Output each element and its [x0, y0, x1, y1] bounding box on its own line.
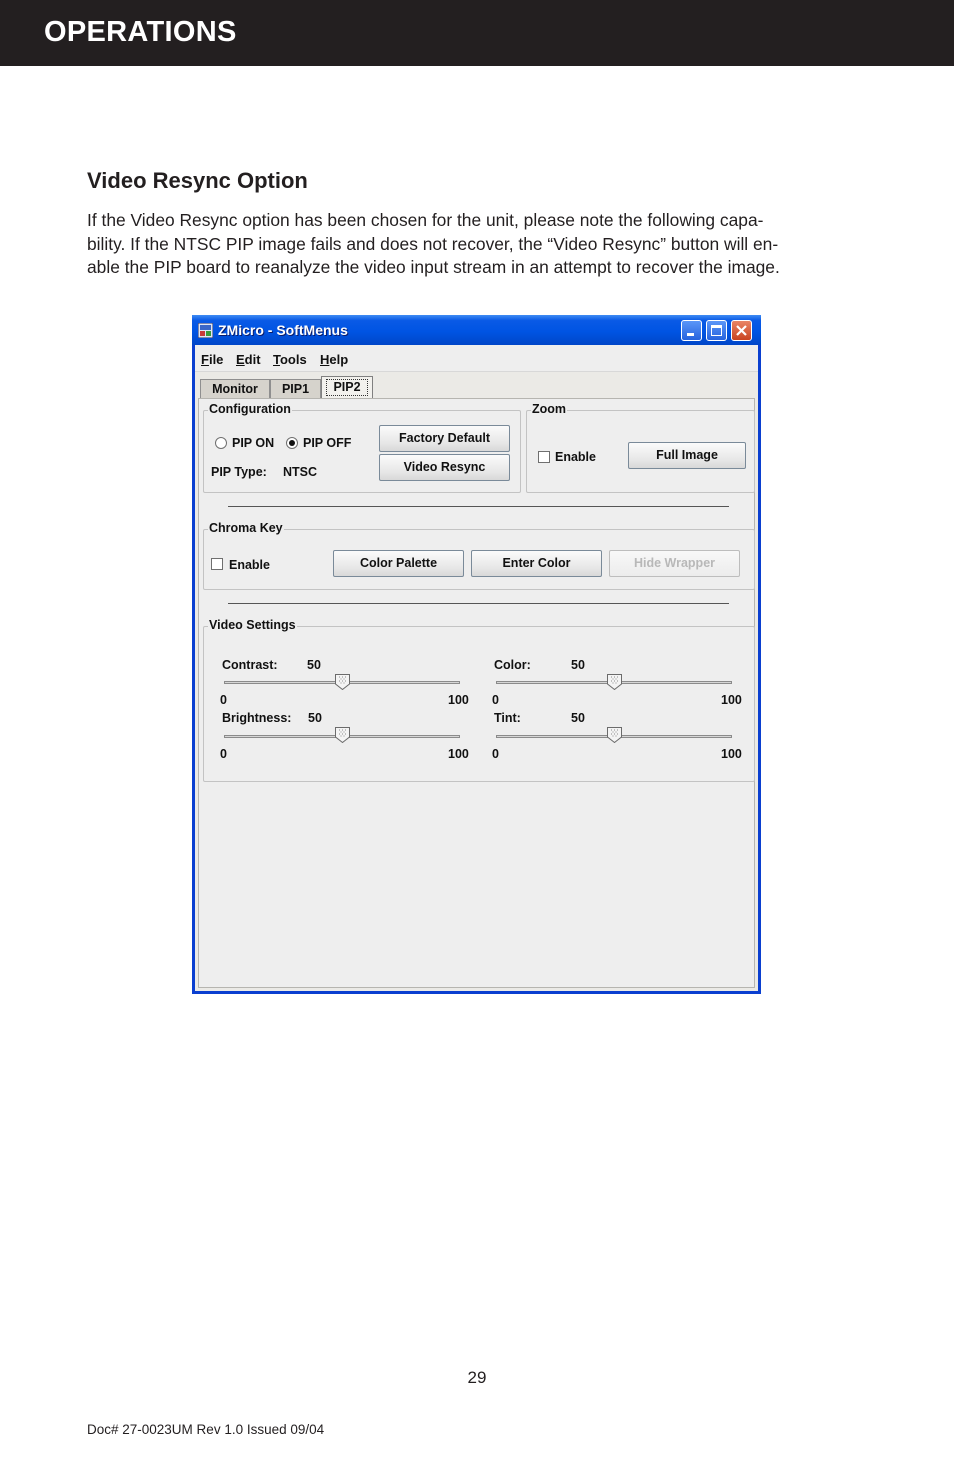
minimize-button[interactable] — [681, 320, 702, 341]
pip-on-label: PIP ON — [232, 436, 275, 450]
tint-label: Tint: — [494, 711, 521, 725]
tint-value: 50 — [571, 711, 585, 725]
pip-on-radio[interactable] — [215, 437, 227, 449]
contrast-label: Contrast: — [222, 658, 278, 672]
menu-tools[interactable]: Tools — [273, 352, 307, 367]
full-image-button[interactable]: Full Image — [628, 442, 746, 469]
paragraph-line: able the PIP board to reanalyze the video input stream in an attempt to recover the image. — [87, 257, 780, 277]
chroma-key-label: Chroma Key — [209, 521, 283, 535]
menu-bar — [195, 345, 758, 372]
pip-type-value: NTSC — [283, 465, 318, 479]
video-settings-group — [203, 618, 755, 782]
video-settings-label: Video Settings — [209, 618, 296, 632]
maximize-button[interactable] — [706, 320, 727, 341]
title-bar[interactable] — [192, 315, 761, 345]
pip-off-label: PIP OFF — [303, 436, 352, 450]
header-bar — [0, 0, 954, 66]
video-resync-button[interactable]: Video Resync — [379, 454, 510, 481]
minimize-icon — [682, 321, 701, 340]
paragraph-line: If the Video Resync option has been chosen for the unit, please note the following capa- — [87, 210, 764, 230]
factory-default-button[interactable]: Factory Default — [379, 425, 510, 452]
close-icon — [732, 321, 751, 340]
section-paragraph — [87, 209, 887, 280]
page-number: 29 — [467, 1368, 487, 1387]
chroma-enable-checkbox[interactable] — [211, 558, 223, 570]
tab-panel-pip2 — [198, 398, 755, 988]
window-title: ZMicro - SoftMenus — [218, 322, 348, 338]
menu-file[interactable]: File — [201, 352, 224, 367]
tint-max: 100 — [721, 747, 742, 761]
zoom-enable-label: Enable — [555, 450, 596, 464]
pip-off-radio[interactable] — [286, 437, 298, 449]
brightness-label: Brightness: — [222, 711, 292, 725]
contrast-max: 100 — [448, 693, 469, 707]
contrast-slider-thumb[interactable] — [335, 674, 350, 690]
radio-selected-dot — [289, 440, 295, 446]
tab-pip1[interactable]: PIP1 — [270, 379, 321, 398]
chroma-enable-label: Enable — [229, 558, 270, 572]
color-value: 50 — [571, 658, 585, 672]
section-title: Video Resync Option — [87, 168, 308, 193]
zoom-enable-checkbox[interactable] — [538, 451, 550, 463]
zoom-group — [526, 402, 755, 493]
close-button[interactable] — [731, 320, 752, 341]
maximize-icon — [707, 321, 726, 340]
color-label: Color: — [494, 658, 531, 672]
doc-number: Doc# 27-0023UM Rev 1.0 Issued 09/04 — [87, 1422, 325, 1437]
brightness-min: 0 — [220, 747, 227, 761]
app-icon — [198, 323, 213, 338]
configuration-label: Configuration — [209, 402, 291, 416]
hide-wrapper-button: Hide Wrapper — [609, 550, 740, 577]
zoom-label: Zoom — [532, 402, 567, 416]
softmenus-window — [192, 315, 761, 994]
contrast-value: 50 — [307, 658, 321, 672]
menu-edit[interactable]: Edit — [236, 352, 261, 367]
window-bottom-border — [192, 991, 761, 994]
brightness-slider-thumb[interactable] — [335, 727, 350, 743]
paragraph-line: bility. If the NTSC PIP image fails and does not recover, the “Video Resync” button will en- — [87, 233, 779, 254]
header-title: OPERATIONS — [44, 16, 237, 48]
brightness-max: 100 — [448, 747, 469, 761]
contrast-min: 0 — [220, 693, 227, 707]
tint-min: 0 — [492, 747, 499, 761]
chroma-key-group — [203, 521, 755, 590]
separator — [228, 603, 729, 604]
configuration-group — [203, 402, 521, 493]
color-palette-button[interactable]: Color Palette — [333, 550, 464, 577]
color-max: 100 — [721, 693, 742, 707]
window-client-area — [195, 345, 758, 991]
tab-monitor[interactable]: Monitor — [200, 379, 270, 398]
color-min: 0 — [492, 693, 499, 707]
separator — [228, 506, 729, 507]
enter-color-button[interactable]: Enter Color — [471, 550, 602, 577]
pip-type-label: PIP Type: — [211, 465, 267, 479]
color-slider-thumb[interactable] — [607, 674, 622, 690]
tint-slider-thumb[interactable] — [607, 727, 622, 743]
tab-pip2[interactable]: PIP2 — [321, 376, 373, 399]
menu-help[interactable]: Help — [320, 352, 349, 367]
brightness-value: 50 — [308, 711, 322, 725]
